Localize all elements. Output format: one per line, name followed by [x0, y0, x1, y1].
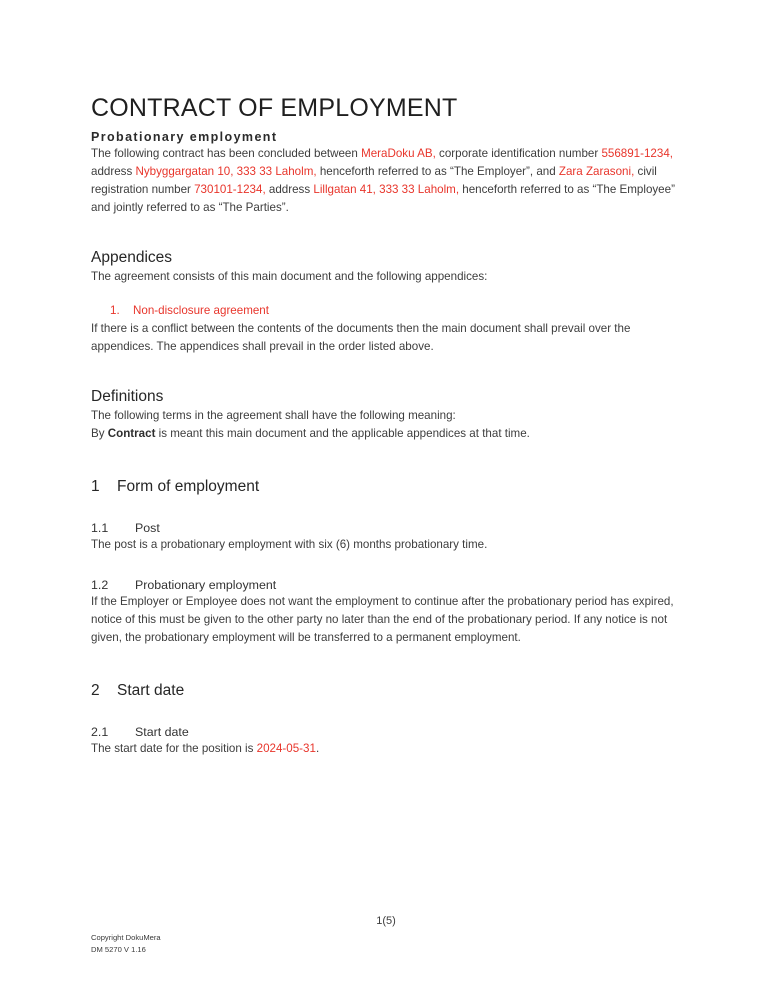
heading-section-2-1 [91, 724, 681, 740]
appendices-conflict-note: If there is a conflict between the contents of the documents then the main document shall prevail over the appendices. The appendices shall prevail in the order listed above. [91, 322, 631, 353]
section-1-2-body: If the Employer or Employee does not want the employment to continue after the probationary period has expired, notice of this must be given to the other party no later than the end of the probationary period. If any notice is not given, the probationary employment will be transferred to a permanent employment. [91, 595, 674, 644]
section-1-2-number: 1.2 [91, 578, 109, 592]
section-2-number: 2 [91, 682, 100, 699]
section-2-1-number: 2.1 [91, 725, 109, 739]
employee-reg-number-field: 730101-1234, [194, 183, 266, 196]
intro-text: address [265, 183, 314, 196]
heading-section-1-2 [91, 577, 681, 593]
appendix-list-item [91, 302, 681, 320]
section-1-title: Form of employment [117, 478, 260, 495]
employer-address-field: Nybyggargatan 10, 333 33 Laholm, [135, 165, 317, 178]
employer-name-field: MeraDoku AB, [361, 147, 436, 160]
footer-copyright [91, 932, 161, 955]
page-number: 1(5) [376, 915, 396, 927]
definition-prefix: By [91, 427, 108, 440]
heading-section-2 [91, 681, 681, 701]
definitions-intro: The following terms in the agreement shall have the following meaning: [91, 409, 456, 422]
start-date-period: . [315, 742, 320, 755]
section-1-number: 1 [91, 478, 100, 495]
appendix-list [91, 302, 681, 320]
defined-term-contract: Contract [107, 427, 156, 440]
intro-text: civil registration number [91, 165, 657, 196]
document-title: CONTRACT OF EMPLOYMENT [91, 94, 458, 122]
employee-address-field: Lillgatan 41, 333 33 Laholm, [313, 183, 460, 196]
start-date-text: The start date for the position is [91, 742, 257, 755]
appendices-intro: The agreement consists of this main document and the following appendices: [91, 270, 488, 283]
intro-text: corporate identification number [435, 147, 602, 160]
intro-text: The following contract has been concluded between [91, 147, 362, 160]
contract-page [91, 0, 681, 758]
definition-suffix: is meant this main document and the applicable appendices at that time. [155, 427, 530, 440]
intro-text: address [91, 165, 136, 178]
version-line: DM 5270 V 1.16 [91, 944, 146, 954]
contract-definition [91, 425, 681, 443]
section-1-1-body: The post is a probationary employment with six (6) months probationary time. [91, 538, 488, 551]
employer-org-number-field: 556891-1234, [601, 147, 673, 160]
section-2-1-body [91, 740, 681, 758]
heading-definitions: Definitions [91, 388, 164, 405]
employee-name-field: Zara Zarasoni, [558, 165, 635, 178]
section-1-1-number: 1.1 [91, 521, 109, 535]
section-1-1-title: Post [135, 521, 160, 535]
intro-text: henceforth referred to as “The Employee” and jointly referred to as “The Parties”. [91, 183, 675, 214]
appendix-item-label: Non-disclosure agreement [133, 304, 269, 317]
section-2-title: Start date [117, 682, 185, 699]
start-date-field: 2024-05-31 [256, 742, 316, 755]
copyright-line: Copyright DokuMera [91, 933, 161, 942]
heading-section-1-1 [91, 520, 681, 536]
section-1-2-title: Probationary employment [135, 578, 277, 592]
intro-paragraph [91, 145, 681, 217]
section-2-1-title: Start date [135, 725, 189, 739]
appendix-item-number: 1. [110, 304, 120, 317]
heading-appendices: Appendices [91, 249, 173, 266]
intro-text: henceforth referred to as “The Employer”, and [316, 165, 559, 178]
document-subtitle: Probationary employment [91, 130, 278, 144]
heading-section-1 [91, 477, 681, 497]
